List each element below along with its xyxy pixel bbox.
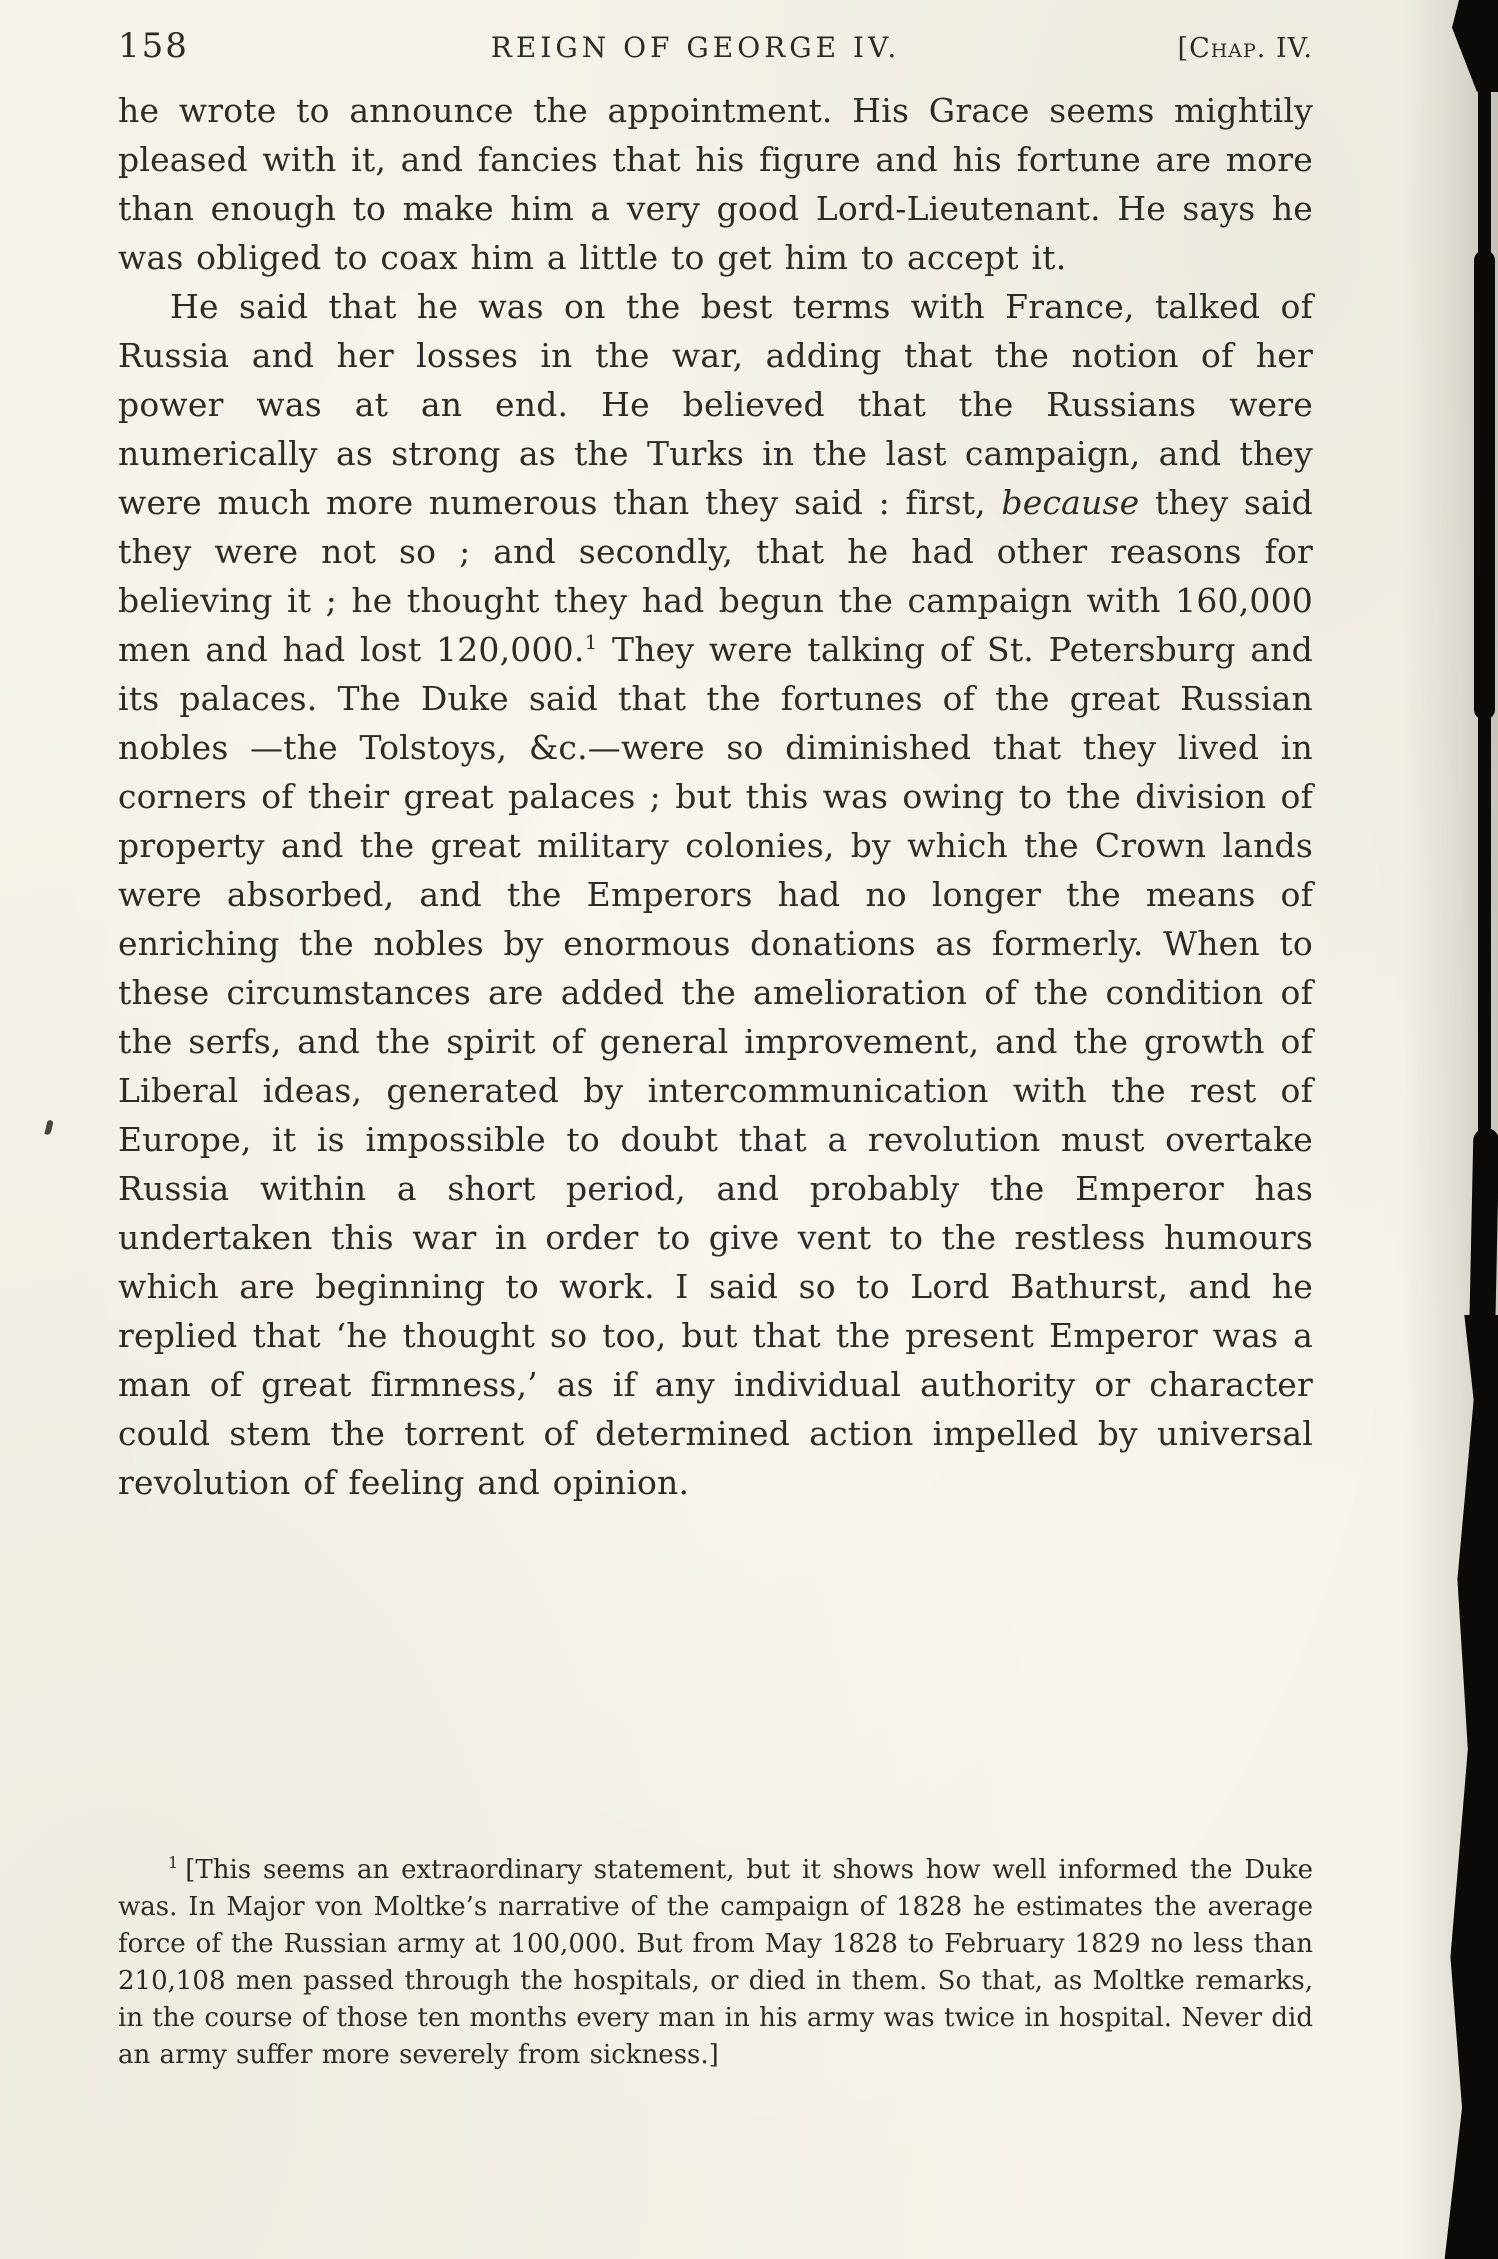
footnote-marker: 1 xyxy=(168,1853,179,1873)
footnote-text: [This seems an extraordinary statement, but it shows how well informed the Duke was. In Major von Moltke’s narrative of the campaign of 1828 he estimates the average force of the Russian army at 100,000. But from May 1828 to February 1829 no less than 210,108 men passed through the hospitals, or died in them. So that, as Moltke remarks, in the course of those ten months every man in his army was twice in hospital. Never did an army suffer more severely from sickness.] xyxy=(118,1855,1313,2070)
paragraph-main xyxy=(118,282,1313,1507)
italic-word: because xyxy=(1001,483,1140,522)
footnote xyxy=(118,1852,1313,2074)
scan-edge-artifact xyxy=(1408,0,1498,2259)
paragraph-text: They were talking of St. Petersburg and its palaces. The Duke said that the fortunes of the great Russian nobles —the Tolstoys, &c.—were so diminished that they lived in corners of their great palaces ; but this was owing to the division of property and the great military colonies, by which the Crown lands were absorbed, and the Emperors had no longer the means of enriching the nobles by enormous donations as formerly. When to these circumstances are added the amelioration of the condition of the serfs, and the spirit of general improvement, and the growth of Liberal ideas, generated by intercommunication with the rest of Europe, it is impossible to doubt that a revolution must overtake Russia within a short period, and probably the Emperor has undertaken this war in order to give vent to the restless humours which are beginning to work. I said so to Lord Bathurst, and he replied that ‘he thought so too, but that the present Emperor was a man of great firmness,’ as if any individual authority or character could stem the torrent of determined action impelled by universal revolution of feeling and opinion. xyxy=(118,630,1313,1502)
chapter-label: [Chap. IV. xyxy=(1177,33,1313,64)
page-number: 158 xyxy=(118,26,189,66)
body-text xyxy=(118,86,1313,1507)
scan-ink-blot xyxy=(1448,0,1498,92)
page-header xyxy=(118,26,1313,66)
scan-ink-band xyxy=(1440,1315,1498,2259)
footnote-paragraph xyxy=(118,1852,1313,2074)
scan-ink-streak xyxy=(1478,66,1491,1146)
scan-ink-streak xyxy=(1474,250,1495,720)
running-title: REIGN OF GEORGE IV. xyxy=(490,31,901,64)
margin-mark-artifact xyxy=(44,1119,53,1135)
paragraph-text: they said they were not so ; and secondly, that he had other reasons for believing it ; he thought they had begun the campaign with 160,000 men and had lost 120,000. xyxy=(118,483,1313,669)
paragraph-continuation: he wrote to announce the appointment. His Grace seems mightily pleased with it, and fancies that his figure and his fortune are more than enough to make him a very good Lord-Lieutenant. He says he was obliged to coax him a little to get him to accept it. xyxy=(118,91,1313,277)
scan-ink-blot xyxy=(1469,1128,1498,1363)
paragraph-text: He said that he was on the best terms with France, talked of Russia and her losses in the war, adding that the notion of her power was at an end. He believed that the Russians were numerically as strong as the Turks in the last campaign, and they were much more numerous than they said : first, xyxy=(118,287,1313,522)
scan-edge-shadow xyxy=(1403,0,1498,2259)
footnote-reference: 1 xyxy=(584,631,598,654)
